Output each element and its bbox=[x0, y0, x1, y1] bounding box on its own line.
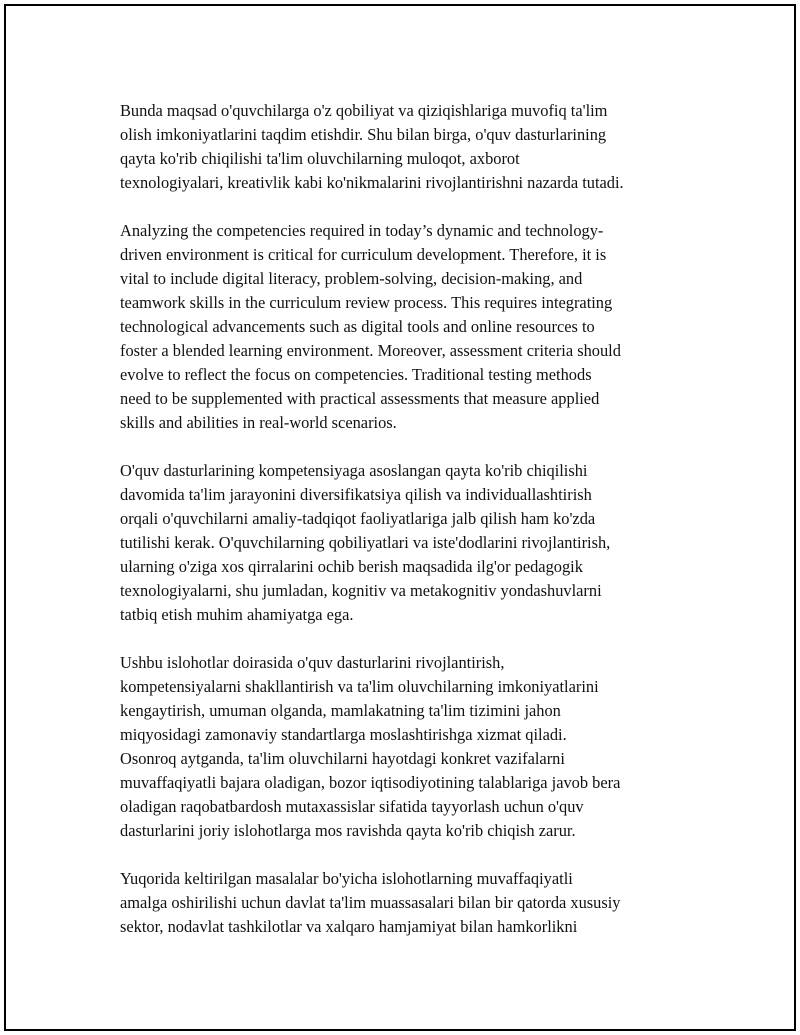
text-line: Bunda maqsad o'quvchilarga o'z qobiliyat va qiziqishlariga muvofiq ta'lim bbox=[120, 101, 608, 120]
text-line: kompetensiyalarni shakllantirish va ta'lim oluvchilarning imkoniyatlarini bbox=[120, 677, 599, 696]
text-line: texnologiyalari, kreativlik kabi ko'nikmalarini rivojlantirishni nazarda tutadi. bbox=[120, 173, 624, 192]
text-line: texnologiyalarni, shu jumladan, kognitiv va metakognitiv yondashuvlarni bbox=[120, 581, 602, 600]
paragraph-3 bbox=[120, 459, 695, 627]
text-line: technological advancements such as digital tools and online resources to bbox=[120, 317, 595, 336]
text-line: Analyzing the competencies required in today’s dynamic and technology- bbox=[120, 221, 604, 240]
text-line: skills and abilities in real-world scenarios. bbox=[120, 413, 397, 432]
text-line: orqali o'quvchilarni amaliy-tadqiqot faoliyatlariga jalb qilish ham ko'zda bbox=[120, 509, 596, 528]
text-line: oladigan raqobatbardosh mutaxassislar sifatida tayyorlash uchun o'quv bbox=[120, 797, 584, 816]
text-line: muvaffaqiyatli bajara oladigan, bozor iqtisodiyotining talablariga javob bera bbox=[120, 773, 621, 792]
text-line: miqyosidagi zamonaviy standartlarga moslashtirishga xizmat qiladi. bbox=[120, 725, 567, 744]
paragraph-4 bbox=[120, 651, 695, 843]
text-line: teamwork skills in the curriculum review process. This requires integrating bbox=[120, 293, 613, 312]
text-line: tatbiq etish muhim ahamiyatga ega. bbox=[120, 605, 354, 624]
text-line: kengaytirish, umuman olganda, mamlakatning ta'lim tizimini jahon bbox=[120, 701, 561, 720]
text-line: Yuqorida keltirilgan masalalar bo'yicha islohotlarning muvaffaqiyatli bbox=[120, 869, 573, 888]
text-line: tutilishi kerak. O'quvchilarning qobiliyatlari va iste'dodlarini rivojlantirish, bbox=[120, 533, 611, 552]
text-line: evolve to reflect the focus on competencies. Traditional testing methods bbox=[120, 365, 592, 384]
text-line: ularning o'ziga xos qirralarini ochib berish maqsadida ilg'or pedagogik bbox=[120, 557, 583, 576]
text-line: Ushbu islohotlar doirasida o'quv dasturlarini rivojlantirish, bbox=[120, 653, 505, 672]
text-line: sektor, nodavlat tashkilotlar va xalqaro hamjamiyat bilan hamkorlikni bbox=[120, 917, 578, 936]
text-line: davomida ta'lim jarayonini diversifikatsiya qilish va individuallashtirish bbox=[120, 485, 592, 504]
text-line: foster a blended learning environment. Moreover, assessment criteria should bbox=[120, 341, 621, 360]
text-line: amalga oshirilishi uchun davlat ta'lim muassasalari bilan bir qatorda xususiy bbox=[120, 893, 621, 912]
page-frame bbox=[4, 4, 796, 1031]
paragraph-2 bbox=[120, 219, 695, 435]
document-body bbox=[120, 99, 695, 963]
text-line: O'quv dasturlarining kompetensiyaga asoslangan qayta ko'rib chiqilishi bbox=[120, 461, 588, 480]
text-line: dasturlarini joriy islohotlarga mos ravishda qayta ko'rib chiqish zarur. bbox=[120, 821, 576, 840]
text-line: olish imkoniyatlarini taqdim etishdir. Shu bilan birga, o'quv dasturlarining bbox=[120, 125, 607, 144]
text-line: driven environment is critical for curriculum development. Therefore, it is bbox=[120, 245, 607, 264]
text-line: qayta ko'rib chiqilishi ta'lim oluvchilarning muloqot, axborot bbox=[120, 149, 520, 168]
paragraph-5 bbox=[120, 867, 695, 939]
text-line: Osonroq aytganda, ta'lim oluvchilarni hayotdagi konkret vazifalarni bbox=[120, 749, 565, 768]
text-line: need to be supplemented with practical assessments that measure applied bbox=[120, 389, 600, 408]
text-line: vital to include digital literacy, problem-solving, decision-making, and bbox=[120, 269, 583, 288]
paragraph-1 bbox=[120, 99, 695, 195]
